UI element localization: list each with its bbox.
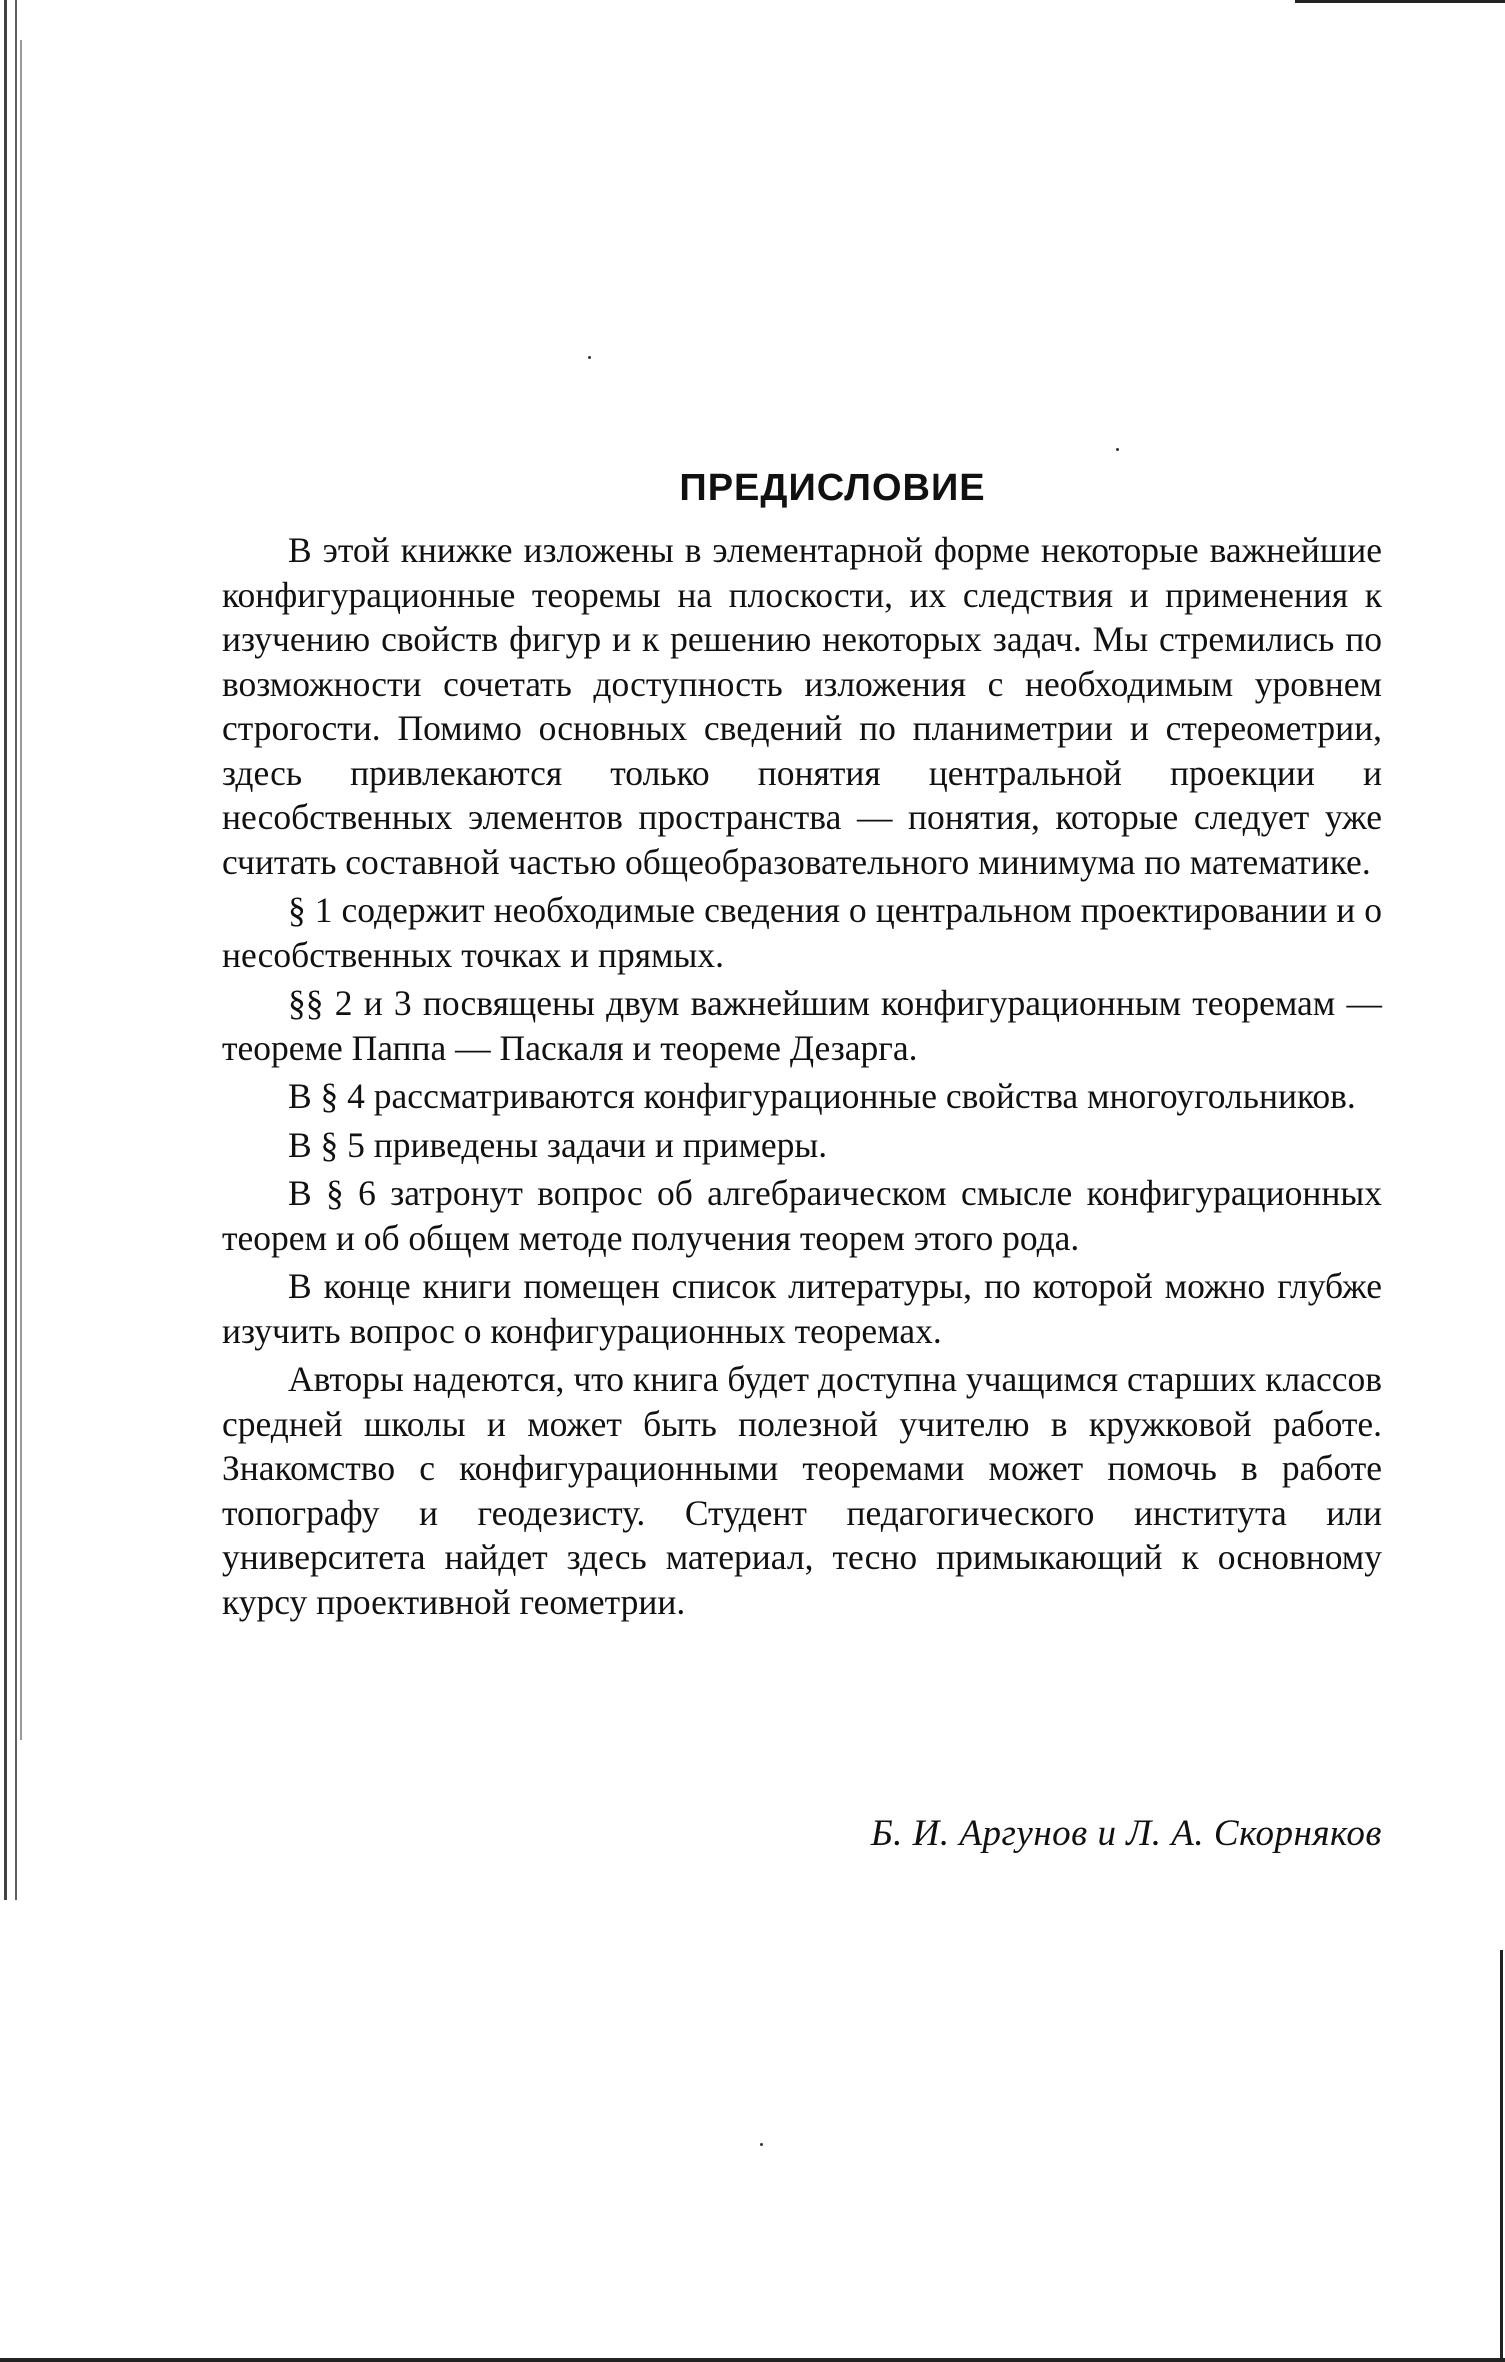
paragraph: §§ 2 и 3 посвящены двум важнейшим конфигурационным теоремам — теореме Паппа — Паскаля и теореме Дезарга. bbox=[222, 983, 1382, 1068]
scan-speck bbox=[760, 2143, 763, 2146]
paragraph: Авторы надеются, что книга будет доступна учащимся старших классов средней школы и может быть полезной учителю в кружковой работе. Знакомство с конфигурационными теоремами может помочь в работе топографу и геодезисту. Студент педагогического института или университета найдет здесь материал, тесно примыкающий к основному курсу проективной геометрии. bbox=[222, 1359, 1382, 1622]
paragraph: В конце книги помещен список литературы, по которой можно глубже изучить вопрос о конфигурационных теоремах. bbox=[222, 1266, 1382, 1351]
scan-edge-top bbox=[1295, 0, 1505, 3]
paragraph: В § 4 рассматриваются конфигурационные свойства многоугольников. bbox=[288, 1076, 1356, 1116]
scan-speck bbox=[588, 356, 591, 359]
paragraph: В § 5 приведены задачи и примеры. bbox=[288, 1124, 828, 1165]
paragraph: § 1 содержит необходимые сведения о центральном проектировании и о несобственных точках и прямых. bbox=[222, 890, 1382, 975]
scan-edge-line bbox=[20, 40, 22, 1740]
scan-edge-right bbox=[1500, 1950, 1503, 2362]
authors-signature: Б. И. Аргунов и Л. А. Скорняков bbox=[870, 1813, 1382, 1854]
scan-speck bbox=[1116, 448, 1119, 451]
scan-edge-left bbox=[4, 0, 17, 1900]
paragraph: В § 6 затронут вопрос об алгебраическом смысле конфигурационных теорем и об общем методе получения теорем этого рода. bbox=[222, 1173, 1382, 1258]
scan-edge-bottom bbox=[0, 2358, 1505, 2362]
paragraph: В этой книжке изложены в элементарной форме некоторые важнейшие конфигурационные теоремы на плоскости, их следствия и применения к изучению свойств фигур и к решению некоторых задач. Мы стремились по возможности сочетать доступность изложения с необходимым уровнем строгости. Помимо основных сведений по планиметрии и стереометрии, здесь привлекаются только понятия центральной проекции и несобственных элементов пространства — понятия, которые следует уже считать составной частью общеобразовательного минимума по математике. bbox=[222, 530, 1382, 882]
preface-body bbox=[222, 528, 1382, 1628]
page-title: ПРЕДИСЛОВИЕ bbox=[679, 467, 986, 510]
